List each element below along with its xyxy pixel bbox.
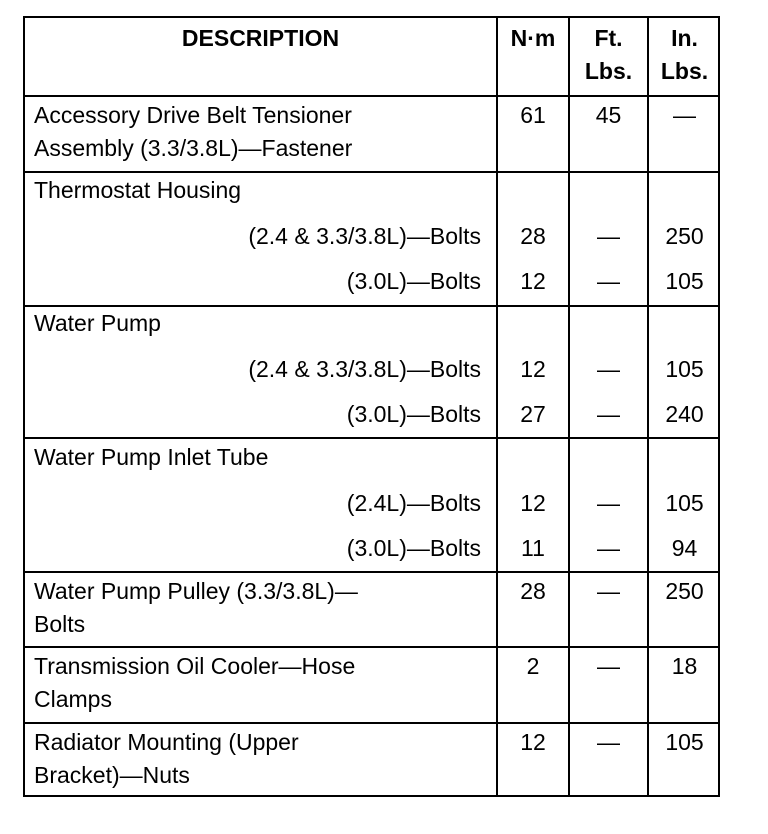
ft-lbs-value: — [597, 356, 620, 382]
nm-value: 28 [520, 223, 546, 249]
torque-spec-table [23, 16, 720, 797]
sub-row-label: (3.0L)—Bolts [346, 268, 481, 294]
row-divider [25, 571, 718, 573]
in-lbs-value: 105 [665, 729, 704, 755]
ft-lbs-value: — [597, 268, 620, 294]
row-group-title: Water Pump Inlet Tube [34, 444, 269, 470]
header-in-line1: In. [671, 25, 698, 51]
ft-lbs-value: — [597, 535, 620, 561]
sub-row-label: (3.0L)—Bolts [346, 535, 481, 561]
row-divider [25, 171, 718, 173]
nm-value: 12 [520, 729, 546, 755]
header-nm: N·m [510, 25, 556, 51]
row-divider [25, 646, 718, 648]
sub-row-label: (2.4L)—Bolts [346, 490, 481, 516]
header-description: DESCRIPTION [181, 25, 340, 51]
row-description-line1: Radiator Mounting (Upper [34, 729, 299, 755]
ft-lbs-value: — [597, 223, 620, 249]
header-ft-line2: Lbs. [584, 58, 633, 84]
in-lbs-value: 240 [665, 401, 704, 427]
nm-value: 12 [520, 356, 546, 382]
in-lbs-value: 94 [671, 535, 698, 561]
row-description-line1: Transmission Oil Cooler—Hose [34, 653, 356, 679]
in-lbs-value: — [673, 102, 696, 128]
ft-lbs-value: — [597, 578, 620, 604]
row-group-title: Water Pump [34, 310, 161, 336]
ft-lbs-value: — [597, 490, 620, 516]
nm-value: 12 [520, 490, 546, 516]
row-divider [25, 437, 718, 439]
sub-row-label: (2.4 & 3.3/3.8L)—Bolts [248, 356, 481, 382]
in-lbs-value: 250 [665, 578, 704, 604]
nm-value: 61 [520, 102, 546, 128]
in-lbs-value: 105 [665, 268, 704, 294]
row-description-line2: Bracket)—Nuts [34, 762, 190, 788]
row-group-title: Thermostat Housing [34, 177, 242, 203]
nm-value: 28 [520, 578, 546, 604]
ft-lbs-value: 45 [595, 102, 622, 128]
row-description-line2: Assembly (3.3/3.8L)—Fastener [34, 135, 353, 161]
in-lbs-value: 250 [665, 223, 704, 249]
header-in-line2: Lbs. [660, 58, 709, 84]
nm-value: 2 [526, 653, 540, 679]
row-description-line2: Bolts [34, 611, 86, 637]
row-divider [25, 95, 718, 97]
ft-lbs-value: — [597, 401, 620, 427]
in-lbs-value: 105 [665, 490, 704, 516]
in-lbs-value: 18 [671, 653, 698, 679]
nm-value: 27 [520, 401, 546, 427]
nm-value: 12 [520, 268, 546, 294]
row-divider [25, 722, 718, 724]
row-description-line1: Accessory Drive Belt Tensioner [34, 102, 352, 128]
ft-lbs-value: — [597, 729, 620, 755]
nm-value: 11 [521, 535, 545, 561]
in-lbs-value: 105 [665, 356, 704, 382]
ft-lbs-value: — [597, 653, 620, 679]
header-ft-line1: Ft. [594, 25, 623, 51]
row-description-line1: Water Pump Pulley (3.3/3.8L)— [34, 578, 358, 604]
row-description-line2: Clamps [34, 686, 112, 712]
sub-row-label: (2.4 & 3.3/3.8L)—Bolts [248, 223, 481, 249]
sub-row-label: (3.0L)—Bolts [346, 401, 481, 427]
